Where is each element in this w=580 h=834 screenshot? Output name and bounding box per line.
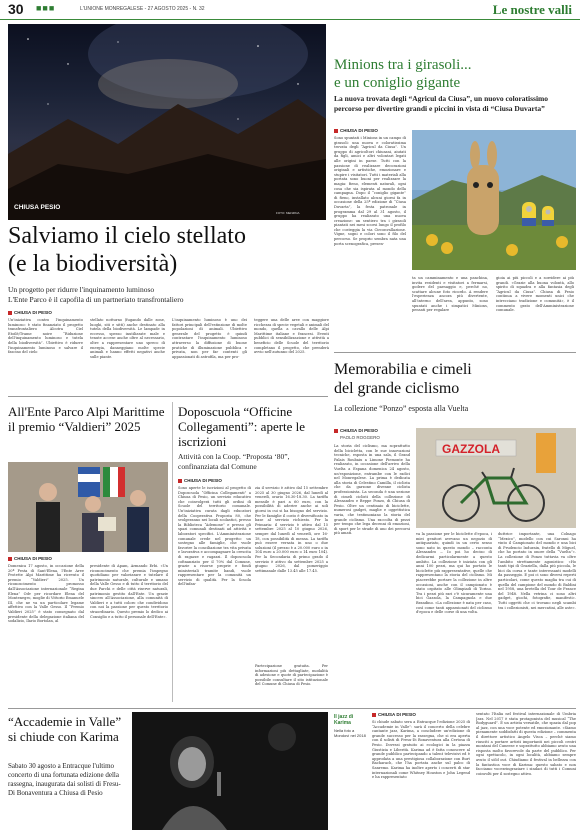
memorabilia-col-1: La storia del ciclismo, ma soprattutto della bicicletta, con le sue innovazioni tecniche, esposta in una sala, il Grand Palais Roubaix a Limone Piemonte ha realizzato, in occasione dell'arrivo della Vuelta a Espana domenica 24 agosto, un'esposizione, entrambe con le radici nel Monregalese. La prima è dedicata alla storia di Celestino Camilla, il ciclista che da garzone divenne ciclista professionista. La seconda è una sezione di cimeli ciclisti della collezione di Alessandro e Beppe Ponzo, di Chiusa di Pesio. Oltre un centinaio di biciclette, numerosi gadget, maglie e oggettistica varia, che testimoniano la storia del grande ciclismo. Una raccolta di pezzi per tempo che lega decenni di emozioni, di sport per le strade di uno dei percorsi più amati. [334,444,410,536]
memorabilia-headline: Memorabilia e cimeli del grande ciclismo [334,361,472,397]
doposcuola-col-2: zia il servizio è attivo dal 15 settembre 2025 al 30 giugno 2026, dal lunedì al venerdì, orario 16.30-18.30. La tariffa mensile è pari a 60 euro, con la possibilità di aderire anche ai soli giorni in cui si ha bisogno del servizio. Per le famiglie il costo è diversificato in base al servizio richiesto. Per la Primaria: il servizio è attivo dal 15 settembre 2025 al 10 giugno 2026, sempre dal lunedì al venerdì, ore 16-18, con possibilità di mensa. La tariffa può essere versata in uno o due soluzioni (il prezzo è a 20.000 euro o in 104 euro a 20.000 euro o 14 euro 104). Per la Secondaria di primo grado il servizio è attivo da settembre 2025 a giugno 2026, dal pomeriggio settimanale dalle 13.45 alle 17.45. [255,486,328,573]
minions-subhead: La nuova trovata degli “Agricul da Ciusa”, un nuovo coloratissimo percorso per divertire grandi e piccini in vista di “Ciusa Duvarta” [334,94,549,113]
memorabilia-tag: CHIUSA DI PESIO [334,428,378,433]
accademie-sidebar [334,714,368,738]
accademie-col-1: Si chiude sabato sera a Entracque l'edizione 2025 di “Accademie in Valle”: sarà il concerto della celebre cantante jazz, Karima, a concludere un'edizione di grande successo per la rassegna, che si era aperta con il solisti di Fresu-Di Bonaventura alla Certosa di Pesio. Dovessi gratuito ai ecologici in la piazza Giustizia e Liberità. Karima ad è fatta conoscere al grande pubblico partecipando a talent televisivi ed è approdata a una prestigiosa collaborazione con Burt Bacharach, che l'ha portata anche sul palco di Sanremo. Karima ha inoltre aperto i concerti di star internazionali come Whitney Houston e John Legend e ha rappresentato [372,720,470,780]
doposcuola-headline: Doposcuola “Officine Collegamenti”: aperte le iscrizioni [178,404,306,449]
valdieri-col-2: presidente di Apam, Armando Erbi. «Un riconoscimento che premia l'impegno quotidiano per valorizzare e tutelare il patrimonio naturale, culturale e umano della Valle Gesso e di tutto il territorio del due Parchi e delle città riserve naturali, patrimonio gestito dall'Ente. Un grazie sincero all'Associazione, alla comunità di Valdieri e a tutti coloro che condividono con noi la passione per questo territorio straordinario. Questo premio lo dedico ai Consiglio e a tutto il personale dell'Ente». [90,564,168,619]
page-number: 30 [8,1,24,17]
doposcuola-subhead: Attività con la Coop. “Proposta ‘80”, confinanziata dal Comune [178,452,290,471]
doposcuola-col-1: Sono aperte le iscrizioni al progetto di Doposcuola “Officina Collegamenti” a Chiusa di Pesio, un servizio educativo che coinvolgerà tutti gli ordini di Scuole del territorio comunale. Un'iniziativa curata dagli educatori della Cooperativa Proposta 80, che svolgeranno nei locali scolastici, presso la Biblioteca “Ademone” e presso gli spazi comunali destinati ad attività e laboratori specifici. L'Amministrazione comunale crede nel progetto: un sostegno alle famiglie, che vuole favorire la conciliazione tra vita privata e lavorativa e accompagnare la crescita di ragazze e ragazzi. Il doposcuola cofinanziato per il 70% dal Comune, grazie a risorse proprie e fondi ministeriali tramite bandi, vuole rappresentare per la comunità un servizio di qualità. Per la Scuola dell'infan- [178,486,251,587]
cielo-col-4: teggere una delle aree con maggiore ricchezza di specie vegetali e animali del mondo, quella a cavallo delle Alpi Marittime italiane e francesi. Eventi pubblici di sensibilizzazione e attività a beneficio delle Scuole del territorio completano il progetto, che prenderà avvio nell'autunno del 2025. [254,318,329,355]
masthead: L'UNIONE MONREGALESE - 27 AGOSTO 2025 - N. 32 [80,6,205,12]
accademie-headline: “Accademie in Valle” si chiude con Karima [8,714,122,744]
minions-col-2: ta un camminamento e una panchina, invita residenti e visitatori a fermarsi, godere del paesaggio e, perché no, scattare alcune foto ricordo. A rendere l'esperienza ancora più divertente, all'interno dell'area, appunto, sono spuntati anche i simpatici Minions, pensati per regalare [412,276,488,313]
karima-photo [132,712,328,830]
minions-photo [412,130,576,270]
memorabilia-col-2: va la passione per le biciclette d'epoca, i miei genitori avevano un negozio di antiquariato, quindi in un certo senso sono nato in questo mondo – racconta Alessandro –. Io poi ho deciso di dedicarmi particolarmente a questo ambito. La collezione è iniziata con gli anni 100 pezzi, ma qui ho portato le biciclette più rappresentative, quelle che rappresentano la storia del ciclismo. Mi piacerebbe portare la collezione in altre occasioni, anche con il campionato è stato ospitato alle Olimpiadi di Torino. Tra i pezzi più rari c'è sicuramente una bici Gazzola, la Campagnola e due Brandino. «La collezione è nata per caso, così come tanti appassionati del ciclismo d'epoca e delle corse di una volta. [416,532,492,615]
header-dots: ■■■ [36,3,56,13]
sidebar-title: Il jazz di Karima [334,714,354,726]
minions-col-1: Sono spuntati i Minions in un campo di girasoli: una nuova e coloratissima trovata degli “Agricul da Ciusa”. Un gruppo di agricoltori chiusani, aiutati da figli, amici e altri volontari legati alle origini in paese. Tutti con la passione di realizzare decorazioni originali e artistiche, emozionare e stupire i visitatori. Tutti i materiali alla portata sono buoni per realizzare la magia: fieno, elementi naturali, ogni cosa che sia ispirata al mondo della campagna. Dopo il “coniglio gigante” di fieno, installato alcuni giorni fa in occasione della 25ª edizione di “Ciusa Duvarta”, la festa patronale in programma dal 29 al 31 agosto, il gruppo ha realizzato una nuova creazione: un sentiero tra i girasoli piantati nei mesi scorsi lungo il profilo che costeggia la via Circonvallazione. Vigne, sogni e colori sono il filo del percorso. Se proprio sembra nata una porta scenografica, presen- [334,136,406,246]
photo-credit: FOTO: MENZINA [276,211,300,215]
divider [172,402,173,702]
valdieri-headline: All'Ente Parco Alpi Marittime il premio “Valdieri” 2025 [8,404,165,434]
photo-caption: CHIUSA PESIO [14,204,61,211]
divider [334,352,576,353]
memorabilia-author: PAOLO ROGGERO [340,435,380,440]
valdieri-tag: CHIUSA DI PESIO [8,556,52,561]
sidebar-text: Nella foto a Mondovì nel 2018 [334,728,366,738]
night-sky-photo [8,24,326,220]
cielo-col-1: Un'iniziativa contro l'inquinamento luminoso: è stato finanziato il progetto transfrontaliero Alcotra Ciel Etoilé/Trame noire “Riduzione dell'inquinamento luminoso e tutela della biodiversità”. Ubiettivo è ridurre l'inquinamento luminoso e salvare il fascino del cielo [8,318,83,355]
gazzola-photo [416,428,576,528]
accademie-col-2: sentato l'Italia nel festival internazionale di Umbria Jazz. Nel 2017 è stata protagonista del musical “The Bodyguard”. È un artista versatile, che spazia dal pop al jazz, con una voce potente ed emozionante. «Siamo pienamente soddisfatti di questa edizione – commenta il direttore artistico Angelo Visca – perché siamo riusciti a portare artisti importanti nei piccoli centri montani del Cuneese e soprattutto abbiamo avuto una risposta molto favorevole da parte del pubblico. Per ogni spettacolo, in ogni località, abbiamo sempre avuto il sòld out. Chiudiamo il festival in bellezza con la fantastica voce di Karima: questo sabato e non facciamo vocezringraziare i sindaci di tutti i Comuni coinvolti per il sostegno attivo. [476,712,576,776]
valdieri-col-1: Domenica 17 agosto, in occasione della 20ª Festa di Sant'Elena, l'Ente Aree Protette Alpi Marittime ha ricevuto il premio “Valdieri” 2025. Un riconoscimento promosso dall'Associazione internazionale “Regina Elena” Odv per ricordare Elena del Montenegro, moglie di Vittorio Emanuele III, che ne va un particolare legame affettivo con la Valle Gesso. Il “Premio Valdieri 2025” è stato consegnato dal presidente della delegazione italiana del sodalizio, Ilario Bortolan, al [8,564,84,624]
divider [8,708,576,709]
doposcuola-col-3: Partecipazione gratuita. Per informazioni più dettagliate, modalità di adesione e quote di partecipazione è possibile consultare il sito istituzionale del Comune di Chiusa di Pesio. [255,664,328,687]
cielo-col-2: stellato notturno (fugando dalle zone, luoghi, siti e sitti) anche destinato alla tutela della biodiversità. Le lampade in eccesso, spesso inutilizzate male e tenute accese anche oltre al necessario, oltre a rappresentare uno spreco di energia, danneggiano molte specie animali e hanno effetti negativi anche sulle piante. [90,318,165,359]
minions-headline: Minions tra i girasoli... e un coniglio gigante [334,57,472,91]
minions-tag: CHIUSA DI PESIO [334,128,378,133]
divider [8,396,328,397]
accademie-subhead: Sabato 30 agosto a Entracque l'ultimo concerto di una fortunata edizione della rassegna, inaugurata dai solisti di Fresu-Di Bonaventura a Chiusa di Pesio [8,762,121,797]
cielo-tag: CHIUSA DI PESIO [8,310,52,315]
cielo-headline: Salviamo il cielo stellato (e la biodiversità) [8,223,246,277]
svg-text:GAZZOLA: GAZZOLA [442,442,500,456]
accademie-tag: CHIUSA DI PESIO [372,712,416,717]
cielo-subhead: Un progetto per ridurre l'inquinamento luminoso L'Ente Parco è il capofila di un partneriato transfrontaliero [8,285,184,304]
memorabilia-subhead: La collezione “Ponzo” esposta alla Vuelta [334,404,469,413]
valdieri-photo [8,462,168,552]
doposcuola-tag: CHIUSA DI PESIO [178,478,222,483]
memorabilia-col-3: duttrice importante, una Colnago “Mexico”, modello con cui Saronni ha vinto il Campionato del mondo e una bici di Prudencio Indurain, fratello di Miguel, che ho portato in onore della “Vuelta”». La collezione di Ponzo tuttavia va oltre l'ambito strettamente agonistico: «Ho tanti tipi di Graziella, dalla più piccola, le bici da corsa e tante interessanti modelli da passeggio. E poi ci sono diversi reperti particolari, come questo maglia tra cui di quella del campione del mondo di Baldini nel 1958, una bretella del Tour de France del 1948. Nella vetrina ci sono altri gadget, giochi, fotografie, manifesti». Tutti oggetti che ci trovano negli scambi tra i collezionisti, nei mercatini, alle aste». [498,532,576,610]
minions-col-3: gioia ai più piccoli e a sorridere ai più grandi. «Grazie alla buona volontà, allo spirito di squadra e alla fantasia degli “Agricul da Ciusa”. Chiusa di Pesio continua a vivere momenti unici che intrecciano tradizione e comunità», è il commento grato dell'Amministrazione comunale. [496,276,574,313]
section-title: Le nostre valli [492,2,572,17]
cielo-col-3: L'inquinamento luminoso è uno dei fattori principali dell'estinzione di molte popolazioni di animali. Ubiettivo generale del progetto è quindi contrastare l'inquinamento luminoso attraverso la diffusione di buone pratiche di illuminazione pubblica e privata, non per far contenti gli appassionati di astrofila, ma per pro- [172,318,247,359]
